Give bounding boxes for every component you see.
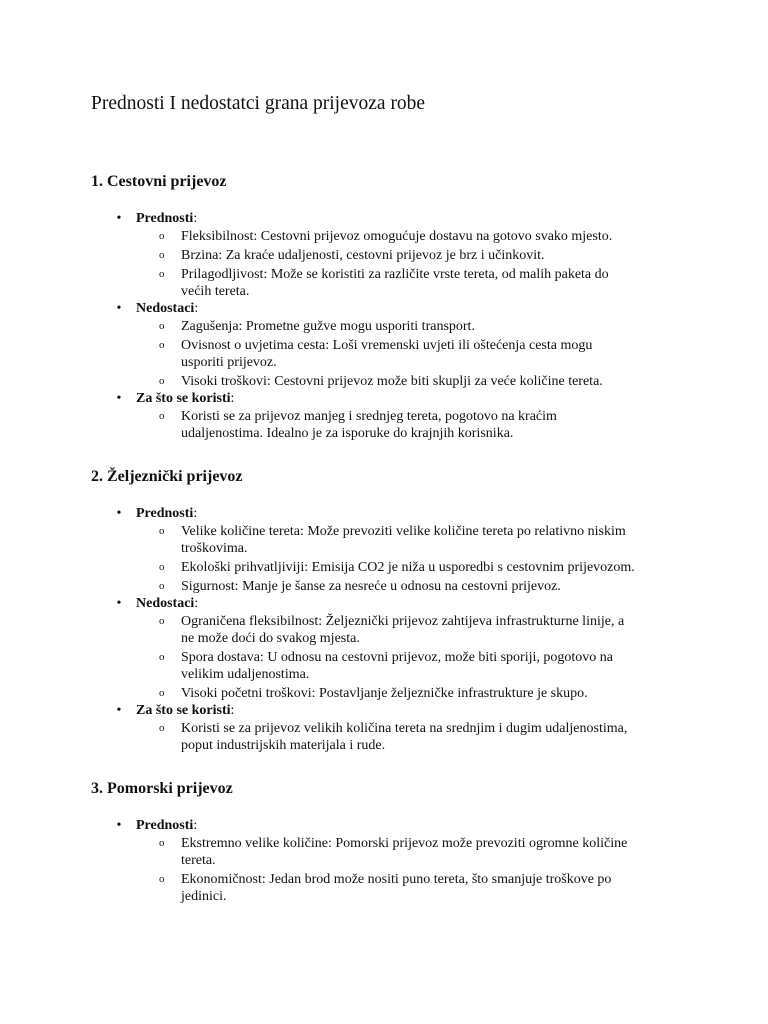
sub-list-item xyxy=(159,649,613,666)
sub-list-text: Visoki početni troškovi: Postavljanje željezničke infrastrukture je skupo. xyxy=(181,686,588,701)
sub-list-text: poput industrijskih materijala i rude. xyxy=(181,738,386,753)
sub-list-text: tereta. xyxy=(181,853,216,868)
section-heading xyxy=(91,779,233,799)
bullet-colon: : xyxy=(230,703,235,718)
section-heading-text: Željeznički prijevoz xyxy=(103,468,243,485)
section-heading-text: Cestovni prijevoz xyxy=(103,173,227,190)
sub-list-item xyxy=(159,559,635,576)
sub-list-item-continuation xyxy=(181,852,216,869)
sub-list-text: troškovima. xyxy=(181,541,248,556)
sub-list-item-continuation xyxy=(181,354,277,371)
sub-list-item xyxy=(159,373,603,390)
bullet-label: Za što se koristi xyxy=(136,703,231,718)
sub-list-item xyxy=(159,613,625,630)
bullet-label: Prednosti xyxy=(136,818,194,833)
circle-bullet-icon: o xyxy=(159,687,165,699)
circle-bullet-icon: o xyxy=(159,249,165,261)
sub-list-text: Koristi se za prijevoz velikih količina tereta na srednjim i dugim udaljenostima, xyxy=(181,721,628,736)
sub-list-text: Ekstremno velike količine: Pomorski prijevoz može prevoziti ogromne količine xyxy=(181,836,628,851)
document-title: Prednosti I nedostatci grana prijevoza robe xyxy=(91,93,426,114)
sub-list-item xyxy=(159,523,626,540)
circle-bullet-icon: o xyxy=(159,837,165,849)
sub-list-item xyxy=(159,685,588,702)
circle-bullet-icon: o xyxy=(159,410,165,422)
sub-list-text: Visoki troškovi: Cestovni prijevoz može biti skuplji za veće količine tereta. xyxy=(181,374,603,389)
sub-list-text: ne može doći do svakog mjesta. xyxy=(181,631,360,646)
bullet-dot-icon: • xyxy=(116,703,122,718)
circle-bullet-icon: o xyxy=(159,580,165,592)
bullet-colon: : xyxy=(193,506,198,521)
bullet-colon: : xyxy=(230,391,235,406)
bullet-dot-icon: • xyxy=(116,211,122,226)
sub-list-text: Velike količine tereta: Može prevoziti velike količine tereta po relativno niskim xyxy=(181,524,626,539)
circle-bullet-icon: o xyxy=(159,268,165,280)
bullet-item xyxy=(116,595,199,612)
circle-bullet-icon: o xyxy=(159,375,165,387)
bullet-label: Prednosti xyxy=(136,211,194,226)
sub-list-text: Ovisnost o uvjetima cesta: Loši vremenski uvjeti ili oštećenja cesta mogu xyxy=(181,338,593,353)
bullet-colon: : xyxy=(193,818,198,833)
bullet-colon: : xyxy=(194,301,199,316)
circle-bullet-icon: o xyxy=(159,615,165,627)
bullet-label: Nedostaci xyxy=(136,596,195,611)
bullet-label: Nedostaci xyxy=(136,301,195,316)
sub-list-text: jedinici. xyxy=(181,889,227,904)
bullet-item xyxy=(116,702,235,719)
circle-bullet-icon: o xyxy=(159,873,165,885)
bullet-item xyxy=(116,505,198,522)
circle-bullet-icon: o xyxy=(159,339,165,351)
bullet-item xyxy=(116,300,199,317)
bullet-label: Za što se koristi xyxy=(136,391,231,406)
sub-list-text: Ograničena fleksibilnost: Željeznički prijevoz zahtijeva infrastrukturne linije, a xyxy=(181,614,625,629)
sub-list-item xyxy=(159,266,609,283)
sub-list-item xyxy=(159,318,475,335)
sub-list-item-continuation xyxy=(181,540,248,557)
bullet-dot-icon: • xyxy=(116,506,122,521)
sub-list-item xyxy=(159,228,613,245)
sub-list-text: usporiti prijevoz. xyxy=(181,355,277,370)
sub-list-text: Koristi se za prijevoz manjeg i srednjeg tereta, pogotovo na kraćim xyxy=(181,409,557,424)
sub-list-text: Ekonomičnost: Jedan brod može nositi puno tereta, što smanjuje troškove po xyxy=(181,872,612,887)
sub-list-text: Spora dostava: U odnosu na cestovni prijevoz, može biti sporiji, pogotovo na xyxy=(181,650,613,665)
sub-list-item-continuation xyxy=(181,888,227,905)
sub-list-item-continuation xyxy=(181,425,513,442)
section-number: 2. xyxy=(91,468,103,485)
sub-list-text: Sigurnost: Manje je šanse za nesreće u odnosu na cestovni prijevoz. xyxy=(181,579,561,594)
bullet-item xyxy=(116,210,198,227)
sub-list-item xyxy=(159,578,561,595)
circle-bullet-icon: o xyxy=(159,525,165,537)
bullet-item xyxy=(116,817,198,834)
sub-list-item xyxy=(159,337,593,354)
sub-list-text: Zagušenja: Prometne gužve mogu usporiti transport. xyxy=(181,319,475,334)
bullet-colon: : xyxy=(194,596,199,611)
section-number: 1. xyxy=(91,173,103,190)
bullet-dot-icon: • xyxy=(116,818,122,833)
section-heading xyxy=(91,172,227,192)
bullet-label: Prednosti xyxy=(136,506,194,521)
sub-list-item-continuation xyxy=(181,666,309,683)
sub-list-item xyxy=(159,247,545,264)
sub-list-text: Prilagodljivost: Može se koristiti za različite vrste tereta, od malih paketa do xyxy=(181,267,609,282)
sub-list-item-continuation xyxy=(181,630,360,647)
bullet-dot-icon: • xyxy=(116,596,122,611)
circle-bullet-icon: o xyxy=(159,561,165,573)
sub-list-item-continuation xyxy=(181,283,249,300)
bullet-dot-icon: • xyxy=(116,391,122,406)
circle-bullet-icon: o xyxy=(159,651,165,663)
sub-list-text: udaljenostima. Idealno je za isporuke do krajnjih korisnika. xyxy=(181,426,514,441)
section-heading-text: Pomorski prijevoz xyxy=(103,780,233,797)
sub-list-text: Fleksibilnost: Cestovni prijevoz omogućuje dostavu na gotovo svako mjesto. xyxy=(181,229,613,244)
sub-list-item xyxy=(159,408,557,425)
circle-bullet-icon: o xyxy=(159,722,165,734)
bullet-dot-icon: • xyxy=(116,301,122,316)
circle-bullet-icon: o xyxy=(159,320,165,332)
section-number: 3. xyxy=(91,780,103,797)
circle-bullet-icon: o xyxy=(159,230,165,242)
sub-list-text: velikim udaljenostima. xyxy=(181,667,310,682)
sub-list-item xyxy=(159,871,612,888)
sub-list-text: većih tereta. xyxy=(181,284,250,299)
sub-list-text: Ekološki prihvatljiviji: Emisija CO2 je niža u usporedbi s cestovnim prijevozom. xyxy=(181,560,635,575)
sub-list-item-continuation xyxy=(181,737,385,754)
bullet-item xyxy=(116,390,235,407)
bullet-colon: : xyxy=(193,211,198,226)
sub-list-text: Brzina: Za kraće udaljenosti, cestovni prijevoz je brz i učinkovit. xyxy=(181,248,545,263)
sub-list-item xyxy=(159,720,628,737)
section-heading xyxy=(91,467,243,487)
sub-list-item xyxy=(159,835,628,852)
